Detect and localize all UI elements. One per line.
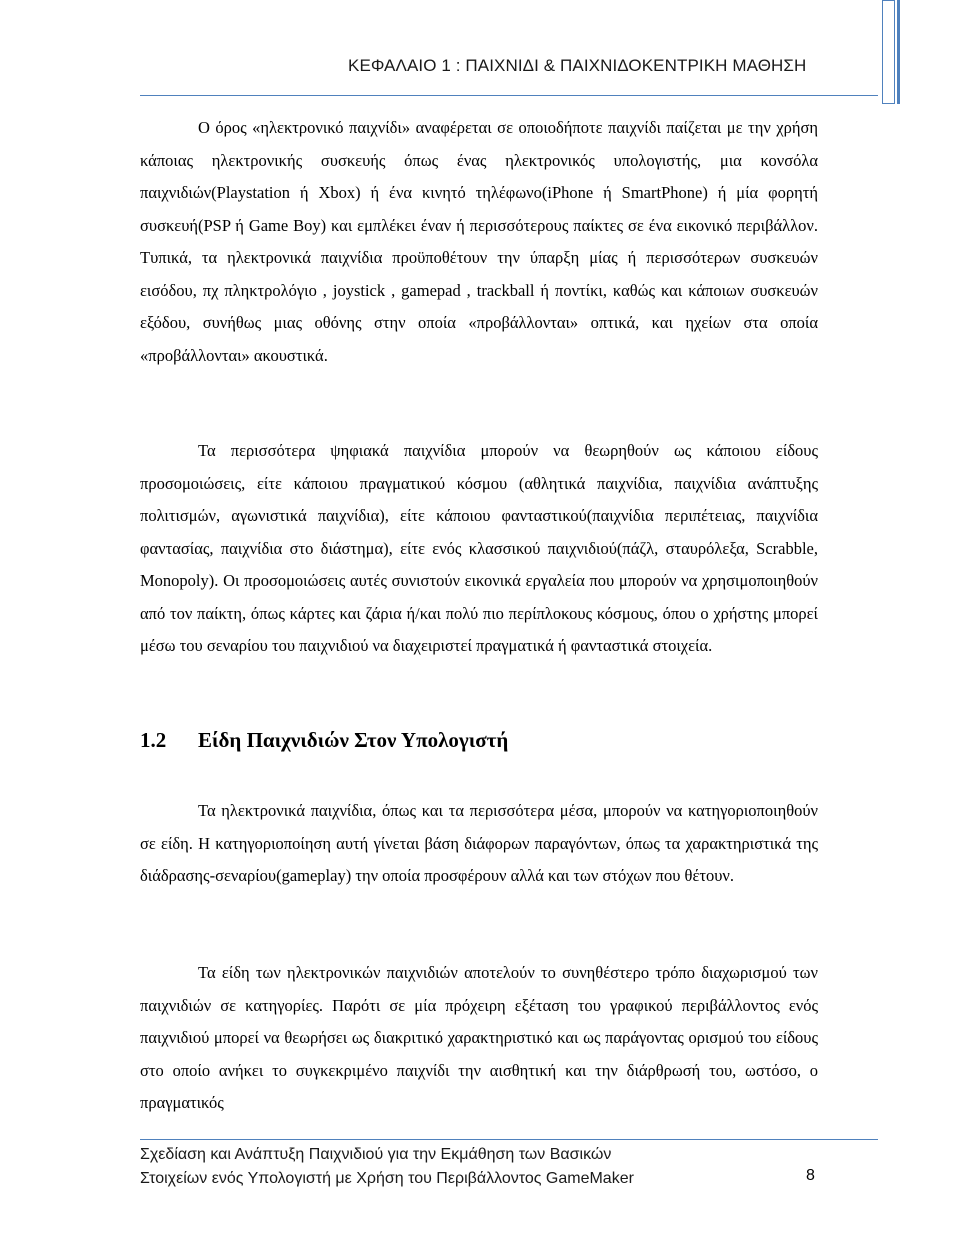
footer-line-2: Στοιχείων ενός Υπολογιστή με Χρήση του Περιβάλλοντος GameMaker <box>140 1170 634 1187</box>
section-title: Είδη Παιχνιδιών Στον Υπολογιστή <box>198 728 509 752</box>
body-paragraph-2: Τα περισσότερα ψηφιακά παιχνίδια μπορούν να θεωρηθούν ως κάποιου είδους προσομοιώσεις, είτε κάποιου πραγματικού κόσμου (αθλητικά παιχνίδια, παιχνίδια ανάπτυξης πολιτισμών, αγωνιστικά παιχνίδια), είτε κάποιου φανταστικού(παιχνίδια περιπέτειας, παιχνίδια φαντασίας, παιχνίδια στο διάστημα), είτε ενός κλασσικού παιχνιδιού(πάζλ, σταυρόλεξα, Scrabble, Monopoly). Οι προσομοιώσεις αυτές συνιστούν εικονικά εργαλεία που μπορούν να χρησιμοποιηθούν από τον παίκτη, όπως κάρτες και ζάρια ή/και πολύ πιο περίπλοκους κόσμους, όπου ο χρήστης μπορεί μέσω του σεναρίου του παιχνιδιού να διαχειριστεί πραγματικά ή φανταστικά στοιχεία. <box>140 441 818 655</box>
running-footer <box>140 1143 820 1191</box>
section-number: 1.2 <box>140 728 167 752</box>
footer-line-1: Σχεδίαση και Ανάπτυξη Παιχνιδιού για την Εκμάθηση των Βασικών <box>140 1146 612 1163</box>
section-paragraph-2: Τα είδη των ηλεκτρονικών παιχνιδιών αποτελούν το συνηθέστερο τρόπο διαχωρισμού των παιχνιδιών σε κατηγορίες. Παρότι σε μία πρόχειρη εξέταση του γραφικού περιβάλλοντος ενός παιχνιδιού μπορεί να θεωρήσει ως διακριτικό χαρακτηριστικό και ως παράγοντας ορισμού του είδους στο οποίο ανήκει το συγκεκριμένο παιχνίδι την αισθητική και την διάρθρωσή του, ωστόσο, ο πραγματικός <box>140 963 818 1112</box>
header-rule <box>140 95 878 96</box>
header-accent-bar-thin <box>897 0 900 104</box>
running-header: ΚΕΦΑΛΑΙΟ 1 : ΠΑΙΧΝΙΔΙ & ΠΑΙΧΝΙΔΟΚΕΝΤΡΙΚΗ ΜΑΘΗΣΗ <box>348 56 807 75</box>
section-heading <box>140 728 508 753</box>
footer-rule <box>140 1139 878 1140</box>
page-number: 8 <box>806 1167 815 1184</box>
header-accent-bar <box>882 0 895 104</box>
section-paragraph-1: Τα ηλεκτρονικά παιχνίδια, όπως και τα περισσότερα μέσα, μπορούν να κατηγοριοποιηθούν σε είδη. Η κατηγοριοποίηση αυτή γίνεται βάση διάφορων παραγόντων, όπως τα χαρακτηριστικά της διάδρασης-σεναρίου(gameplay) την οποία προσφέρουν αλλά και των στόχων που θέτουν. <box>140 801 818 885</box>
body-paragraph-1: Ο όρος «ηλεκτρονικό παιχνίδι» αναφέρεται σε οποιοδήποτε παιχνίδι παίζεται με την χρήση κάποιας ηλεκτρονικής συσκευής όπως ένας ηλεκτρονικός υπολογιστής, μια κονσόλα παιχνιδιών(Playstation ή Xbox) ή ένα κινητό τηλέφωνο(iPhone ή SmartPhone) ή μία φορητή συσκευή(PSP ή Game Boy) και εμπλέκει έναν ή περισσότερους παίκτες σε ένα εικονικό περιβάλλον. Τυπικά, τα ηλεκτρονικά παιχνίδια προϋποθέτουν την ύπαρξη μίας ή περισσότερων συσκευών εισόδου, πχ πληκτρολόγιο , joystick , gamepad , trackball ή ποντίκι, καθώς και κάποιων συσκευών εξόδου, συνήθως μιας οθόνης στην οποία «προβάλλονται» οπτικά, και ηχείων στα οποία «προβάλλονται» ακουστικά. <box>140 118 818 365</box>
